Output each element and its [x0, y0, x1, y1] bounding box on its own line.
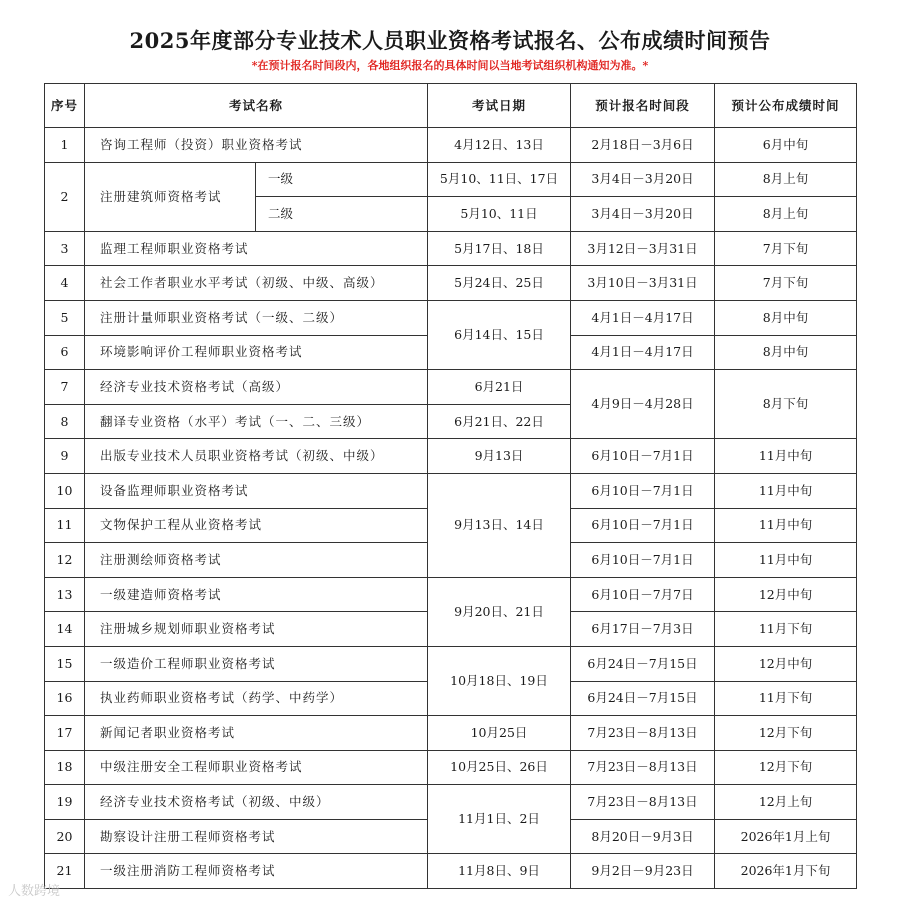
exam-date: 4月12日、13日 — [428, 128, 571, 163]
table-row — [45, 266, 857, 301]
exam-schedule-table — [44, 83, 857, 889]
registration-period: 7月23日－8月13日 — [571, 750, 715, 785]
row-seq: 13 — [45, 577, 85, 612]
exam-date: 6月21日 — [428, 370, 571, 405]
exam-date: 10月18日、19日 — [428, 646, 571, 715]
exam-date: 6月14日、15日 — [428, 300, 571, 369]
result-time: 7月下旬 — [715, 231, 857, 266]
row-seq: 16 — [45, 681, 85, 716]
exam-name: 注册测绘师资格考试 — [85, 543, 428, 578]
registration-period: 4月1日－4月17日 — [571, 335, 715, 370]
row-seq: 10 — [45, 473, 85, 508]
exam-name: 注册计量师职业资格考试（一级、二级） — [85, 300, 428, 335]
table-row — [45, 370, 857, 405]
registration-period: 6月24日－7月15日 — [571, 681, 715, 716]
registration-period: 7月23日－8月13日 — [571, 785, 715, 820]
row-seq: 4 — [45, 266, 85, 301]
result-time: 2026年1月下旬 — [715, 854, 857, 889]
row-seq: 5 — [45, 300, 85, 335]
registration-period: 6月10日－7月1日 — [571, 543, 715, 578]
exam-date: 10月25日、26日 — [428, 750, 571, 785]
exam-name: 社会工作者职业水平考试（初级、中级、高级） — [85, 266, 428, 301]
result-time: 11月中旬 — [715, 473, 857, 508]
exam-date: 6月21日、22日 — [428, 404, 571, 439]
result-time: 11月中旬 — [715, 543, 857, 578]
exam-date: 9月13日、14日 — [428, 473, 571, 577]
registration-period: 6月10日－7月1日 — [571, 473, 715, 508]
registration-period: 3月10日－3月31日 — [571, 266, 715, 301]
header-exam-date: 考试日期 — [428, 84, 571, 128]
result-time: 8月上旬 — [715, 197, 857, 232]
exam-name: 一级注册消防工程师资格考试 — [85, 854, 428, 889]
exam-name: 翻译专业资格（水平）考试（一、二、三级） — [85, 404, 428, 439]
result-time: 12月中旬 — [715, 646, 857, 681]
exam-name: 勘察设计注册工程师资格考试 — [85, 819, 428, 854]
exam-name: 中级注册安全工程师职业资格考试 — [85, 750, 428, 785]
result-time: 12月下旬 — [715, 750, 857, 785]
table-row — [45, 750, 857, 785]
registration-period: 3月4日－3月20日 — [571, 197, 715, 232]
registration-period: 4月1日－4月17日 — [571, 300, 715, 335]
result-time: 11月中旬 — [715, 439, 857, 474]
result-time: 7月下旬 — [715, 266, 857, 301]
exam-name: 一级造价工程师职业资格考试 — [85, 646, 428, 681]
result-time: 12月上旬 — [715, 785, 857, 820]
exam-name: 文物保护工程从业资格考试 — [85, 508, 428, 543]
exam-name: 新闻记者职业资格考试 — [85, 716, 428, 751]
result-time: 11月中旬 — [715, 508, 857, 543]
result-time: 8月中旬 — [715, 335, 857, 370]
table-row — [45, 785, 857, 820]
row-seq: 20 — [45, 819, 85, 854]
registration-note: *在预计报名时间段内，各地组织报名的具体时间以当地考试组织机构通知为准。* — [251, 59, 649, 72]
registration-period: 6月10日－7月1日 — [571, 439, 715, 474]
exam-name: 经济专业技术资格考试（初级、中级） — [85, 785, 428, 820]
exam-date: 5月10、11日、17日 — [428, 162, 571, 197]
result-time: 12月中旬 — [715, 577, 857, 612]
row-seq: 17 — [45, 716, 85, 751]
registration-period: 6月10日－7月7日 — [571, 577, 715, 612]
registration-period: 6月24日－7月15日 — [571, 646, 715, 681]
table-row — [45, 716, 857, 751]
exam-name: 咨询工程师（投资）职业资格考试 — [85, 128, 428, 163]
result-time: 2026年1月上旬 — [715, 819, 857, 854]
registration-period: 6月17日－7月3日 — [571, 612, 715, 647]
table-row — [45, 577, 857, 612]
table-row — [45, 231, 857, 266]
exam-name: 经济专业技术资格考试（高级） — [85, 370, 428, 405]
table-row — [45, 854, 857, 889]
result-time: 6月中旬 — [715, 128, 857, 163]
header-exam-name: 考试名称 — [85, 84, 428, 128]
table-row — [45, 473, 857, 508]
header-seq: 序号 — [45, 84, 85, 128]
table-row — [45, 300, 857, 335]
exam-name: 注册城乡规划师职业资格考试 — [85, 612, 428, 647]
result-time: 11月下旬 — [715, 612, 857, 647]
table-header-row — [45, 84, 857, 128]
exam-date: 11月8日、9日 — [428, 854, 571, 889]
result-time: 12月下旬 — [715, 716, 857, 751]
row-seq: 12 — [45, 543, 85, 578]
registration-period: 4月9日－4月28日 — [571, 370, 715, 439]
row-seq: 18 — [45, 750, 85, 785]
table-row — [45, 162, 857, 197]
header-result-time: 预计公布成绩时间 — [715, 84, 857, 128]
table-row — [45, 128, 857, 163]
registration-period: 3月4日－3月20日 — [571, 162, 715, 197]
row-seq: 15 — [45, 646, 85, 681]
exam-date: 11月1日、2日 — [428, 785, 571, 854]
row-seq: 6 — [45, 335, 85, 370]
registration-period: 3月12日－3月31日 — [571, 231, 715, 266]
page-title: 2025年度部分专业技术人员职业资格考试报名、公布成绩时间预告 — [129, 28, 771, 53]
registration-period: 7月23日－8月13日 — [571, 716, 715, 751]
exam-level: 二级 — [256, 197, 428, 232]
row-seq: 1 — [45, 128, 85, 163]
row-seq: 3 — [45, 231, 85, 266]
result-time: 11月下旬 — [715, 681, 857, 716]
row-seq: 21 — [45, 854, 85, 889]
exam-name: 监理工程师职业资格考试 — [85, 231, 428, 266]
exam-level: 一级 — [256, 162, 428, 197]
exam-date: 9月13日 — [428, 439, 571, 474]
row-seq: 11 — [45, 508, 85, 543]
table-row — [45, 646, 857, 681]
registration-period: 8月20日－9月3日 — [571, 819, 715, 854]
exam-date: 10月25日 — [428, 716, 571, 751]
exam-name: 出版专业技术人员职业资格考试（初级、中级） — [85, 439, 428, 474]
watermark-logo: 人数跨境 — [8, 884, 61, 899]
row-seq: 19 — [45, 785, 85, 820]
exam-name: 执业药师职业资格考试（药学、中药学） — [85, 681, 428, 716]
registration-period: 2月18日－3月6日 — [571, 128, 715, 163]
exam-name: 设备监理师职业资格考试 — [85, 473, 428, 508]
exam-date: 5月17日、18日 — [428, 231, 571, 266]
exam-name: 环境影响评价工程师职业资格考试 — [85, 335, 428, 370]
registration-period: 6月10日－7月1日 — [571, 508, 715, 543]
exam-date: 9月20日、21日 — [428, 577, 571, 646]
result-time: 8月中旬 — [715, 300, 857, 335]
row-seq: 8 — [45, 404, 85, 439]
header-registration-period: 预计报名时间段 — [571, 84, 715, 128]
exam-name: 一级建造师资格考试 — [85, 577, 428, 612]
result-time: 8月下旬 — [715, 370, 857, 439]
table-row — [45, 439, 857, 474]
exam-date: 5月10、11日 — [428, 197, 571, 232]
row-seq: 9 — [45, 439, 85, 474]
result-time: 8月上旬 — [715, 162, 857, 197]
row-seq: 14 — [45, 612, 85, 647]
registration-period: 9月2日－9月23日 — [571, 854, 715, 889]
row-seq: 7 — [45, 370, 85, 405]
row-seq: 2 — [45, 162, 85, 231]
exam-date: 5月24日、25日 — [428, 266, 571, 301]
exam-name: 注册建筑师资格考试 — [85, 162, 256, 231]
